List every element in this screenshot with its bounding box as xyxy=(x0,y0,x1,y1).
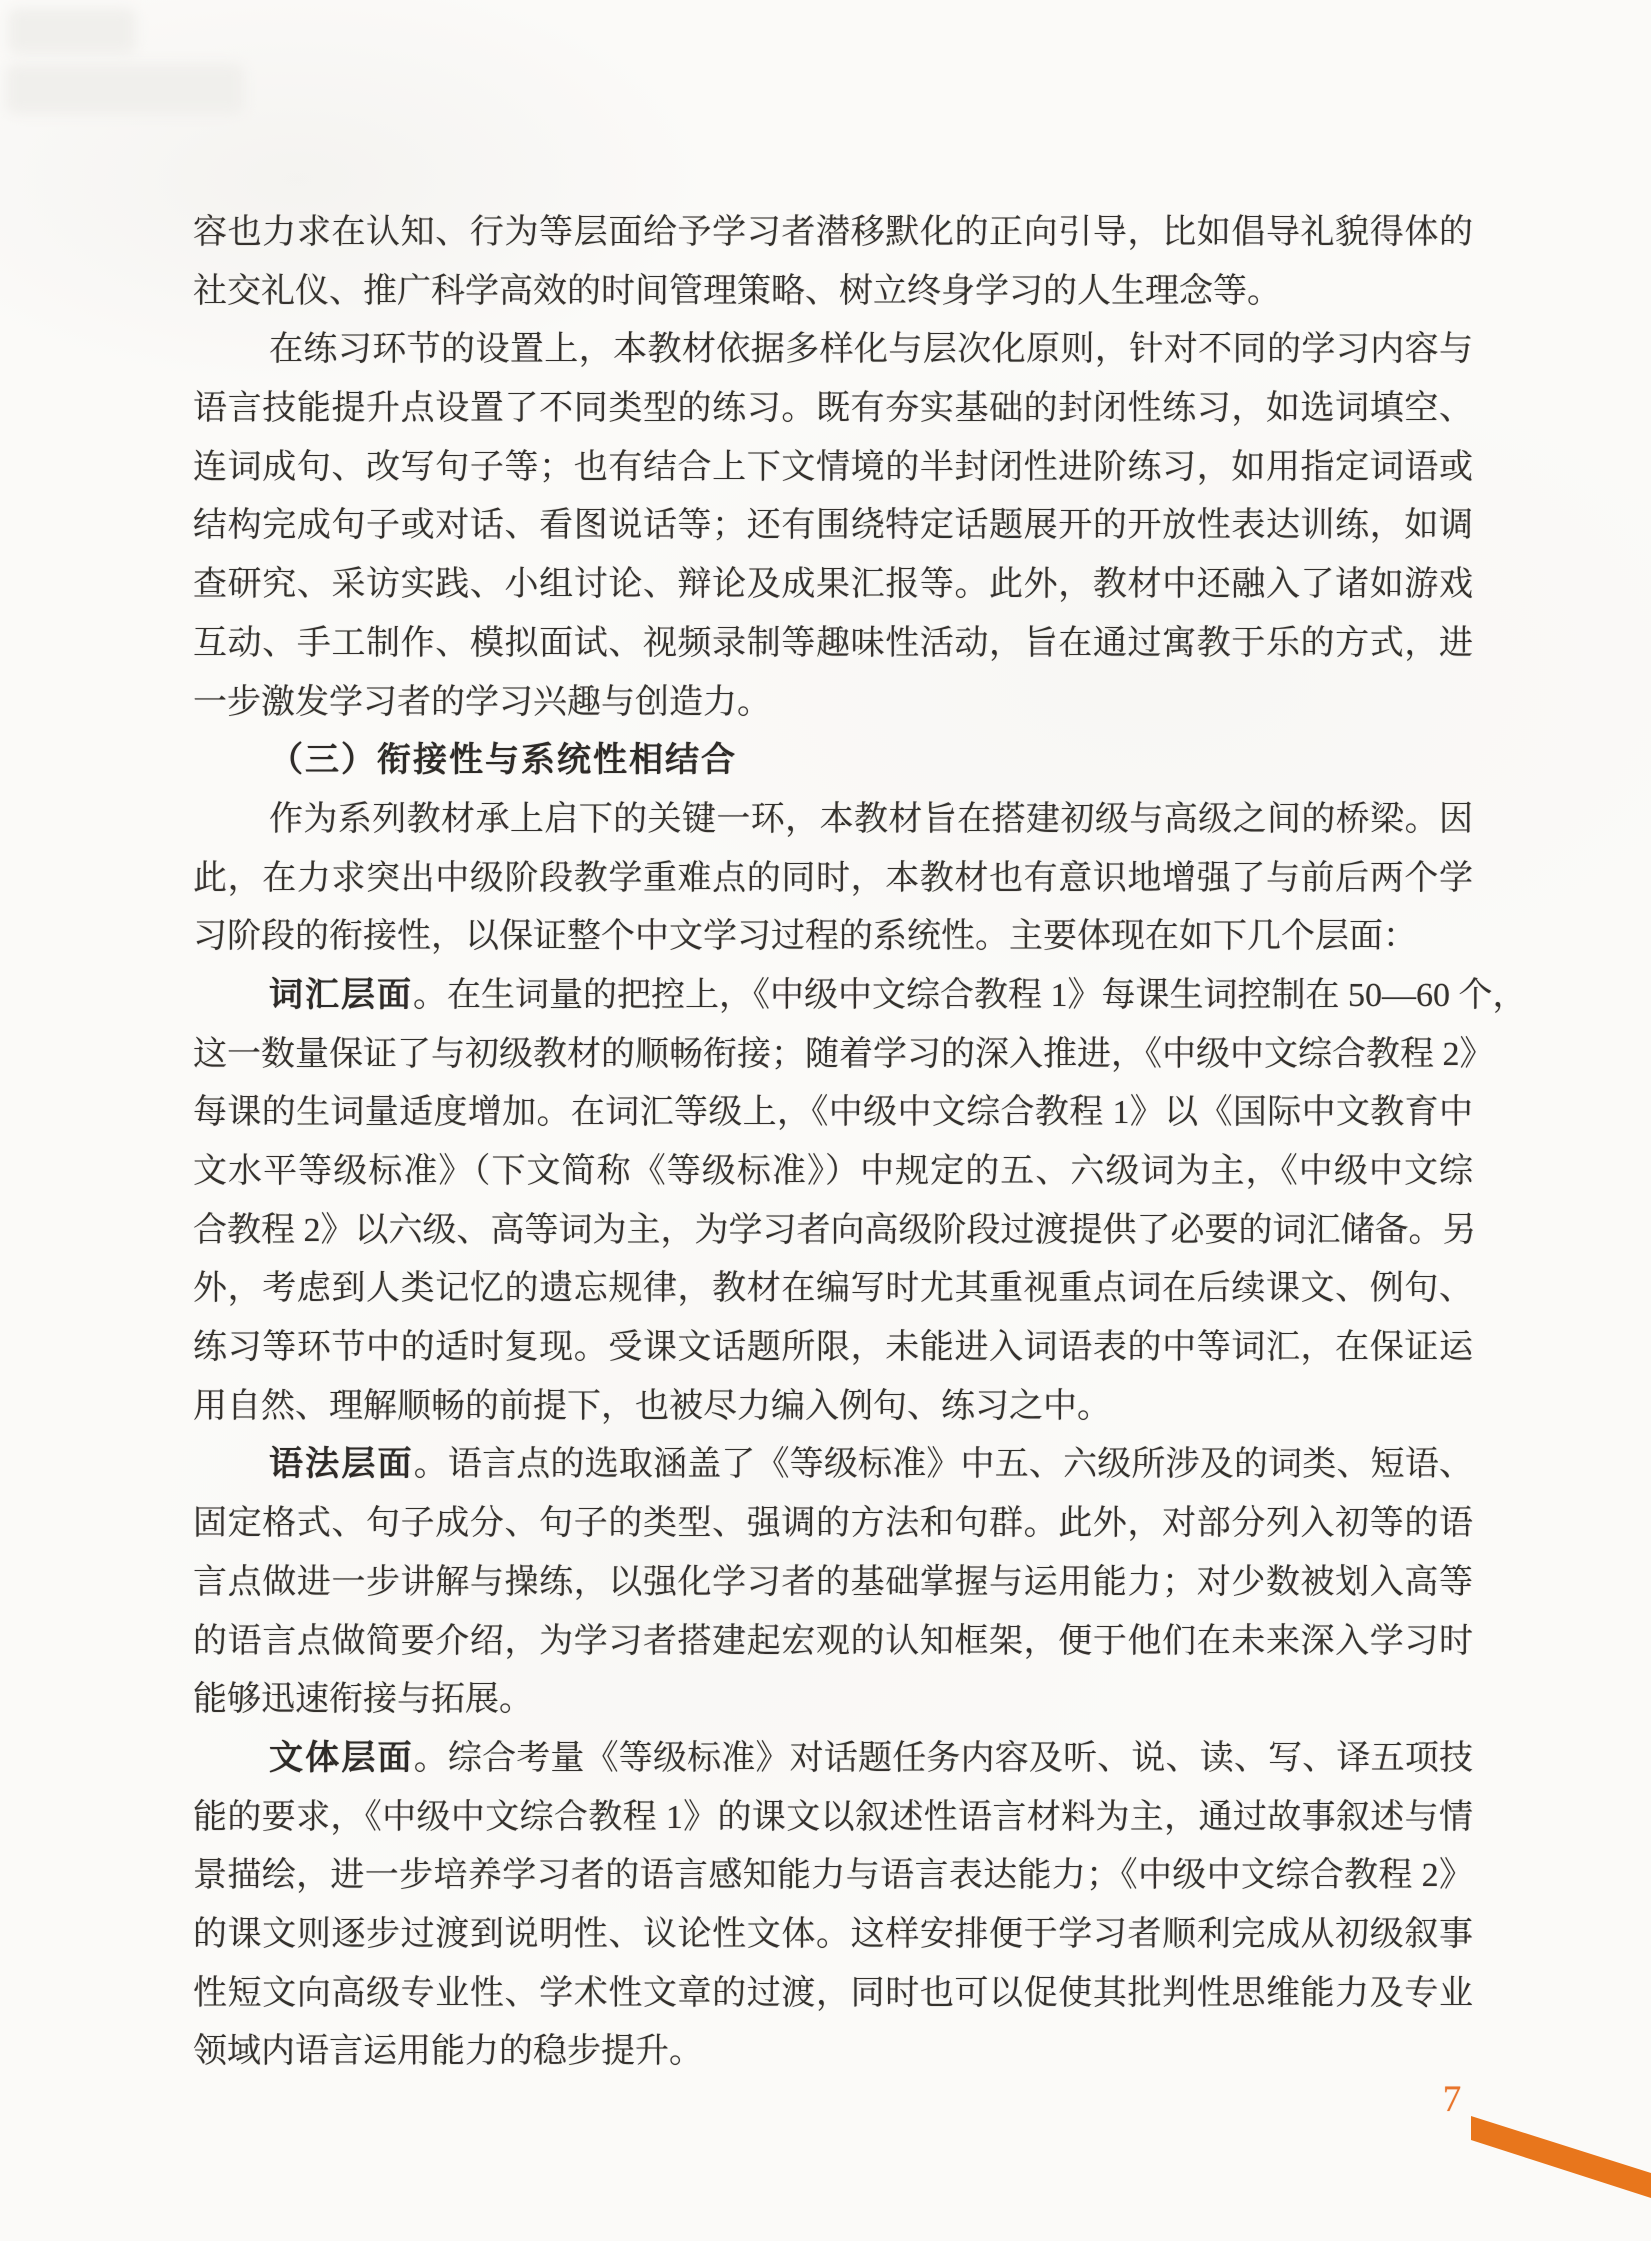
text-line: 用自然、理解顺畅的前提下，也被尽力编入例句、练习之中。 xyxy=(193,1387,1111,1425)
text-line: 查研究、采访实践、小组讨论、辩论及成果汇报等。此外，教材中还融入了诸如游戏 xyxy=(193,566,1473,604)
text-line: 此，在力求突出中级阶段教学重难点的同时，本教材也有意识地增强了与前后两个学 xyxy=(193,859,1473,897)
scan-smudge xyxy=(8,8,136,54)
text-line: 语言技能提升点设置了不同类型的练习。既有夯实基础的封闭性练习，如选词填空、 xyxy=(193,390,1473,428)
text-line: 言点做进一步讲解与操练，以强化学习者的基础掌握与运用能力；对少数被划入高等 xyxy=(193,1563,1473,1601)
text-line: 每课的生词量适度增加。在词汇等级上，《中级中文综合教程 1》以《国际中文教育中 xyxy=(193,1094,1473,1132)
text-line: 练习等环节中的适时复现。受课文话题所限，未能进入词语表的中等词汇，在保证运 xyxy=(193,1329,1473,1367)
text-line: 词汇层面。在生词量的把控上，《中级中文综合教程 1》每课生词控制在 50—60 个， xyxy=(269,975,1527,1014)
text-line: 容也力求在认知、行为等层面给予学习者潜移默化的正向引导，比如倡导礼貌得体的 xyxy=(193,214,1473,251)
text-line: 在练习环节的设置上，本教材依据多样化与层次化原则，针对不同的学习内容与 xyxy=(269,331,1473,369)
body-text xyxy=(193,203,1527,2081)
page-number: 7 xyxy=(1442,2079,1462,2120)
text-line: 景描绘，进一步培养学习者的语言感知能力与语言表达能力；《中级中文综合教程 2》 xyxy=(193,1857,1473,1895)
text-line: 互动、手工制作、模拟面试、视频录制等趣味性活动，旨在通过寓教于乐的方式，进 xyxy=(193,624,1473,662)
section-heading: （三）衔接性与系统性相结合 xyxy=(269,741,737,780)
text-line: 能的要求，《中级中文综合教程 1》的课文以叙述性语言材料为主，通过故事叙述与情 xyxy=(193,1798,1473,1836)
text-line: 语法层面。语言点的选取涵盖了《等级标准》中五、六级所涉及的词类、短语、 xyxy=(269,1445,1474,1484)
text-line: 领域内语言运用能力的稳步提升。 xyxy=(193,2033,703,2071)
text-line: 作为系列教材承上启下的关键一环，本教材旨在搭建初级与高级之间的桥梁。因 xyxy=(269,800,1473,838)
corner-swoosh-shape xyxy=(1471,2116,1651,2198)
text-line: 固定格式、句子成分、句子的类型、强调的方法和句群。此外，对部分列入初等的语 xyxy=(193,1505,1473,1543)
text-line: 连词成句、改写句子等；也有结合上下文情境的半封闭性进阶练习，如用指定词语或 xyxy=(193,448,1473,486)
text-line: 文体层面。综合考量《等级标准》对话题任务内容及听、说、读、写、译五项技 xyxy=(269,1738,1474,1777)
text-line: 能够迅速衔接与拓展。 xyxy=(193,1681,533,1719)
text-line: 的语言点做简要介绍，为学习者搭建起宏观的认知框架，便于他们在未来深入学习时 xyxy=(193,1622,1473,1660)
scan-smudge xyxy=(6,64,244,114)
text-line: 文水平等级标准》（下文简称《等级标准》）中规定的五、六级词为主，《中级中文综 xyxy=(193,1153,1473,1190)
text-line: 结构完成句子或对话、看图说话等；还有围绕特定话题展开的开放性表达训练，如调 xyxy=(193,507,1473,545)
text-line: 的课文则逐步过渡到说明性、议论性文体。这样安排便于学习者顺利完成从初级叙事 xyxy=(193,1915,1473,1953)
text-line: 外，考虑到人类记忆的遗忘规律，教材在编写时尤其重视重点词在后续课文、例句、 xyxy=(193,1270,1473,1308)
text-line: 性短文向高级专业性、学术性文章的过渡，同时也可以促使其批判性思维能力及专业 xyxy=(193,1974,1473,2012)
text-line: 社交礼仪、推广科学高效的时间管理策略、树立终身学习的人生理念等。 xyxy=(193,272,1281,310)
text-line: 合教程 2》以六级、高等词为主，为学习者向高级阶段过渡提供了必要的词汇储备。另 xyxy=(193,1211,1477,1249)
text-line: 这一数量保证了与初级教材的顺畅衔接；随着学习的深入推进，《中级中文综合教程 2》 xyxy=(193,1035,1494,1073)
text-line: 一步激发学习者的学习兴趣与创造力。 xyxy=(193,683,771,721)
text-line: 习阶段的衔接性，以保证整个中文学习过程的系统性。主要体现在如下几个层面： xyxy=(193,918,1417,956)
